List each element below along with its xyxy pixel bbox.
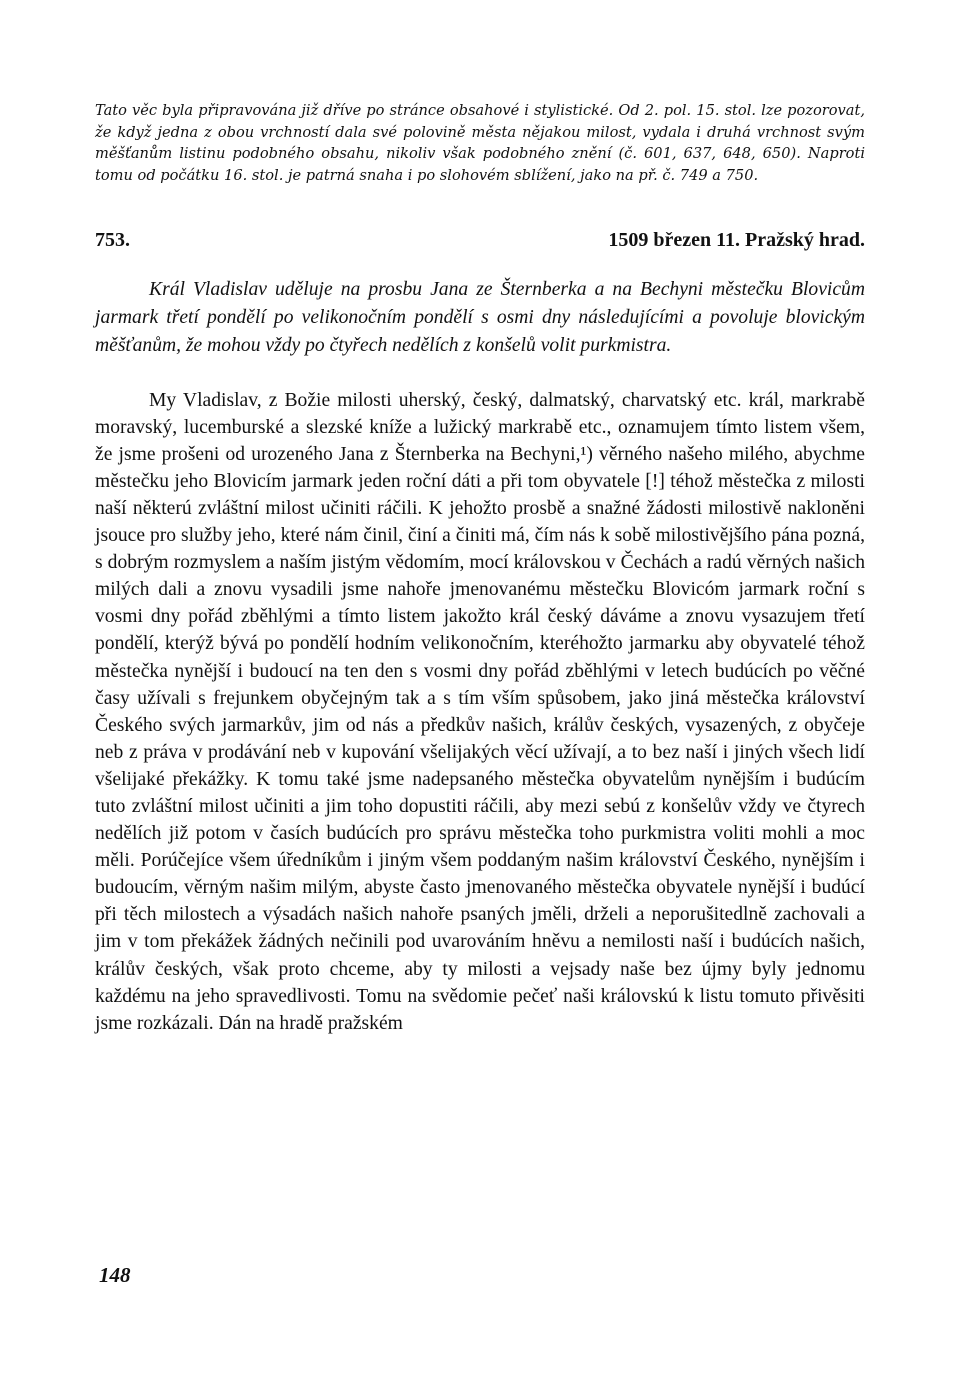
entry-heading (95, 229, 865, 257)
entry-number: 753. (95, 229, 130, 251)
editorial-note: Tato věc byla připravována již dříve po stránce obsahové i stylistické. Od 2. pol. 15. stol. lze pozorovat, že když jedna z obou vrchností dala své polovině města nějakou milost, vydala i druhá vrchnost svým měšťanům listinu podobného obsahu, nikoliv však podobného znění (č. 601, 637, 648, 650). Naproti tomu od počátku 16. stol. je patrná snaha i po slohovém sblížení, jako na př. č. 749 a 750. (95, 102, 865, 184)
page-number: 148 (99, 1263, 131, 1287)
charter-text: My Vladislav, z Božie milosti uherský, český, dalmatský, charvatský etc. král, markrabě moravský, lucemburské a slezské kníže a lužický markrabě etc., oznamujem tímto listem všem, že jsme prošeni od urozeného Jana z Šternberka na Bechyni,¹) věrného našeho milého, abychme městečku jeho Blovicím jarmark jeden roční dáti a při tom obyvatele [!] téhož městečka z milosti naší některú zvláštní milost učiniti ráčili. K jehožto prosbě a snažné žádosti milostivě nakloněni jsouce pro služby jeho, které nám činil, činí a činiti má, čím nás k sobě milostivějšího pána pozná, s dobrým rozmyslem a naším jistým vědomím, mocí královskou v Čechách a radú věrných našich milých dali a znovu vysadili jsme nahoře jmenovanému městečku Blovicóm jarmark roční s vosmi dny pořád zběhlými a tímto listem jakožto král český dáváme a znovu vysazujem třetí pondělí, kterýž bývá po pondělí hodním velikonočním, kteréhožto jarmarku aby obyvatelé téhož městečka nynější i budoucí na ten den s vosmi dny pořád zběhlými v letech budúcích po věčné časy užívali s frejunkem obyčejným tak a s tím vším spůsobem, jako jiná městečka království Českého svých jarmarkův, jim od nás a předkův našich, králův českých, vysazených, z obyčeje neb z práva v prodávání neb v kupování všelijakých věcí užívají, a to bez naší i jiných všech lidí všelijaké překážky. K tomu také jsme nadepsaného městečka obyvatelům nynějším i budúcím tuto zvláštní milost učiniti a jim toho dopustiti ráčili, aby mezi sebú z konšelův vždy ve čtyrech nedělích již potom v časích budúcích pro správu městečka toho purkmistra voliti mohli a moc měli. Porúčejíce všem úředníkům i jiným všem poddaným našim království Českého, nynějším i budoucím, věrným našim milým, abyste často jmenovaného městečka obyvatele nynější i budúcí při těch milostech a výsadách našich nahoře psaných jměli, drželi a neporušitedlně zachovali a jim v tom překážek žádných nečinili pod uvarováním hněvu a nemilosti naší i budúcích našich, králův českých, však proto chceme, aby ty milosti a vejsady naše bez újmy byly jednomu každému na jeho spravedlivosti. Tomu na svědomie pečeť naši královskú k listu tomuto přivěsiti jsme rozkázali. Dán na hradě pražském (95, 389, 865, 1034)
entry-summary: Král Vladislav uděluje na prosbu Jana ze Šternberka a na Bechyni městečku Blovicům jarmark třetí pondělí po velikonočním pondělí s osmi dny následujícími a povoluje blovickým měšťanům, že mohou vždy po čtyřech nedělích z konšelů volit purkmistra. (95, 279, 865, 357)
document-page (95, 100, 865, 1037)
entry-date-place: 1509 březen 11. Pražský hrad. (608, 229, 865, 251)
